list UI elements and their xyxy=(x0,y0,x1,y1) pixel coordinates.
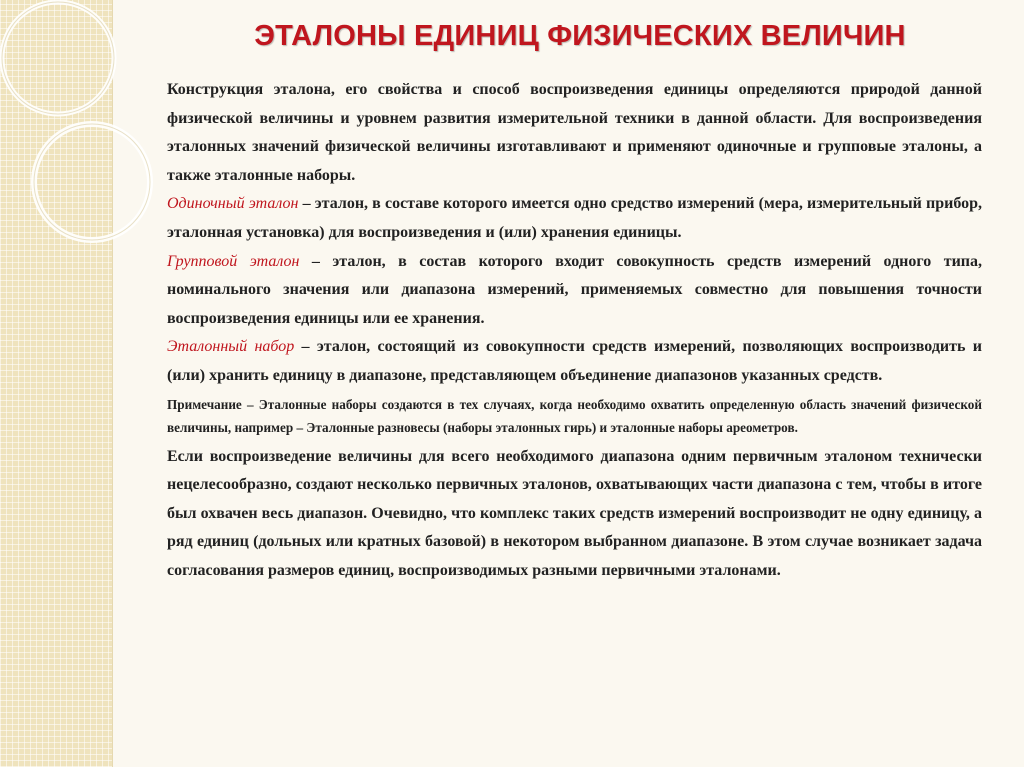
decorative-side-panel xyxy=(0,0,113,767)
body-content xyxy=(167,76,982,586)
note-paragraph: Примечание – Эталонные наборы создаются в тех случаях, когда необходимо охватить определенную область значений физической величины, например – Эталонные разновесы (наборы эталонных гирь) и эталонные наборы ареометров. xyxy=(167,396,982,435)
single-standard-text: – эталон, в составе которого имеется одно средство измерений (мера, измерительный прибор, эталонная установка) для воспроизведения и (или) хранения единицы. xyxy=(167,195,983,241)
standard-set-text: – эталон, состоящий из совокупности средств измерений, позволяющих воспроизводить и (или) хранить единицу в диапазоне, представляющем объединение диапазонов указанных средств. xyxy=(167,338,982,384)
slide-title: ЭТАЛОНЫ ЕДИНИЦ ФИЗИЧЕСКИХ ВЕЛИЧИН xyxy=(254,20,906,52)
final-paragraph: Если воспроизведение величины для всего необходимого диапазона одним первичным эталоном технически нецелесообразно, создают несколько первичных эталонов, охватывающих части диапазона с тем, чтобы в итоге был охвачен весь диапазон. Очевидно, что комплекс таких средств измерений воспроизводит не одну единицу, а ряд единиц (дольных или кратных базовой) в некотором выбранном диапазоне. В этом случае возникает задача согласования размеров единиц, воспроизводимых разными первичными эталонами. xyxy=(167,447,982,579)
standard-set-definition xyxy=(167,333,982,390)
intro-paragraph: Конструкция эталона, его свойства и способ воспроизведения единицы определяются природой данной физической величины и уровнем развития измерительной техники в данной области. Для воспроизведения эталонных значений физической величины изготавливают и применяют одиночные и групповые эталоны, а также эталонные наборы. xyxy=(167,81,982,184)
circle-ornament-icon xyxy=(0,0,160,300)
single-standard-term: Одиночный эталон xyxy=(167,195,299,213)
group-standard-definition xyxy=(167,248,982,334)
single-standard-definition xyxy=(167,190,982,247)
standard-set-term: Эталонный набор xyxy=(167,338,295,356)
group-standard-term: Групповой эталон xyxy=(167,252,300,270)
group-standard-text: – эталон, в состав которого входит совокупность средств измерений одного типа, номинального значения или диапазона измерений, применяемых совместно для повышения точности воспроизведения единицы или ее хранения. xyxy=(167,252,983,327)
